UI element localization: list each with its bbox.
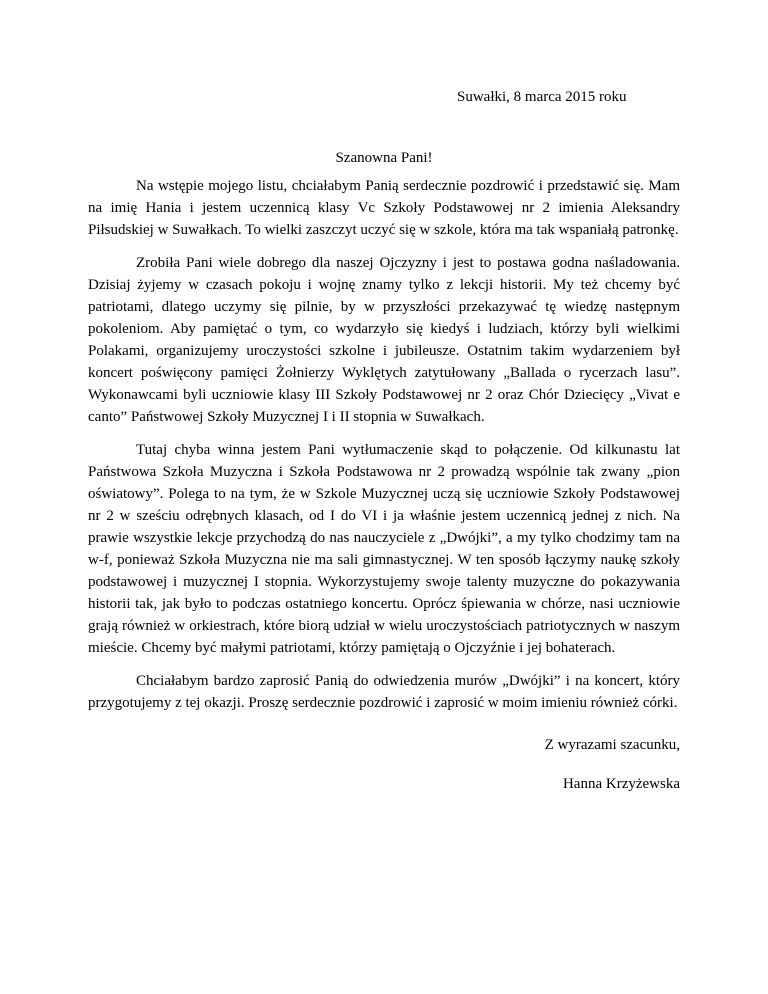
paragraph-patriotism: Zrobiła Pani wiele dobrego dla naszej Ojczyzny i jest to postawa godna naśladowania. Dzisiaj żyjemy w czasach pokoju i wojnę znamy tylko z lekcji historii. My też chcemy być patriotami, dlatego uczymy się pilnie, by w przyszłości przekazywać tę wiedzę następnym pokoleniom. Aby pamiętać o tym, co wydarzyło się kiedyś i ludziach, którzy byli wielkimi Polakami, organizujemy uroczystości szkolne i jubileusze. Ostatnim takim wydarzeniem był koncert poświęcony pamięci Żołnierzy Wyklętych zatytułowany „Ballada o rycerzach lasu”. Wykonawcami byli uczniowie klasy III Szkoły Podstawowej nr 2 oraz Chór Dziecięcy „Vivat e canto” Państwowej Szkoły Muzycznej I i II stopnia w Suwałkach. [88, 255, 680, 425]
salutation: Szanowna Pani! [335, 150, 433, 166]
paragraph-introduction: Na wstępie mojego listu, chciałabym Panią serdecznie pozdrowić i przedstawić się. Mam na imię Hania i jestem uczennicą klasy Vc Szkoły Podstawowej nr 2 imienia Aleksandry Piłsudskiej w Suwałkach. To wielki zaszczyt uczyć się w szkole, która ma tak wspaniałą patronkę. [88, 178, 680, 238]
paragraph-invitation: Chciałabym bardzo zaprosić Panią do odwiedzenia murów „Dwójki” i na koncert, który przygotujemy z tej okazji. Proszę serdecznie pozdrowić i zaprosić w moim imieniu również córki. [88, 673, 680, 711]
paragraph-school-explanation: Tutaj chyba winna jestem Pani wytłumaczenie skąd to połączenie. Od kilkunastu lat Państwowa Szkoła Muzyczna i Szkoła Podstawowa nr 2 prowadzą wspólnie tak zwany „pion oświatowy”. Polega to na tym, że w Szkole Muzycznej uczą się uczniowie Szkoły Podstawowej nr 2 w sześciu odrębnych klasach, od I do VI i ja właśnie jestem uczennicą jednej z nich. Na prawie wszystkie lekcje przychodzą do nas nauczyciele z „Dwójki”, a my tylko chodzimy tam na w-f, ponieważ Szkoła Muzyczna nie ma sali gimnastycznej. W ten sposób łączymy naukę szkoły podstawowej i muzycznej I stopnia. Wykorzystujemy swoje talenty muzyczne do pokazywania historii tak, jak było to podczas ostatniego koncertu. Oprócz śpiewania w chórze, nasi uczniowie grają również w orkiestrach, które biorą udział w wielu uroczystościach patriotycznych w naszym mieście. Chcemy być małymi patriotami, którzy pamiętają o Ojczyźnie i jej bohaterach. [88, 442, 680, 656]
place-date: Suwałki, 8 marca 2015 roku [457, 89, 627, 105]
signature: Hanna Krzyżewska [562, 776, 680, 792]
letter-body [88, 175, 680, 725]
closing: Z wyrazami szacunku, [544, 737, 680, 753]
